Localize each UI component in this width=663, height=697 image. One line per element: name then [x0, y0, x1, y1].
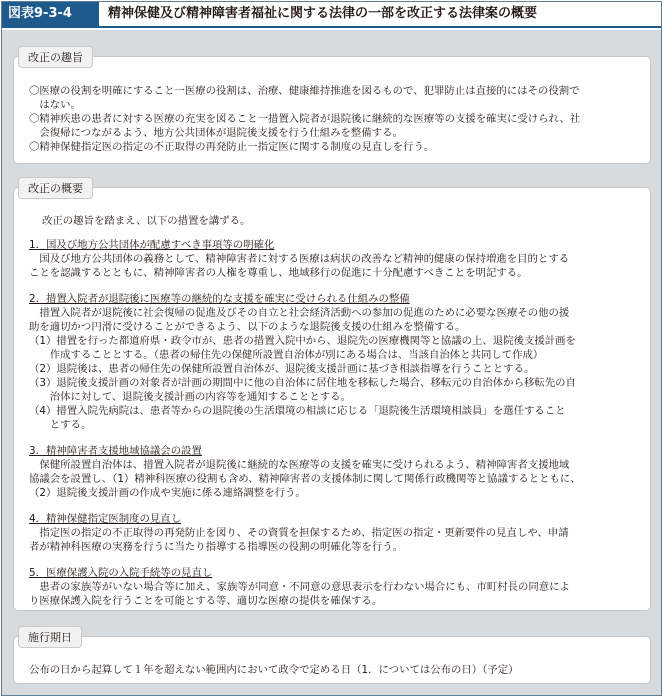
overview-heading: 改正の概要 [18, 177, 93, 199]
item-2-line: 助を適切かつ円滑に受けることができるよう、以下のような退院後支援の仕組みを整備する。 [29, 321, 466, 333]
purpose-line: 会復帰につながるよう、地方公共団体が退院後支援を行う仕組みを整備する。 [29, 127, 403, 139]
item-2-line: （3）退院後支援計画の対象者が計画の期間中に他の自治体に居住地を移転した場合、移転元の自治体から移転先の自 [29, 377, 576, 389]
effective-section [13, 626, 651, 684]
purpose-heading: 改正の趣旨 [18, 46, 93, 68]
item-2-line: （1）措置を行った都道府県・政令市が、患者の措置入院中から、退院先の医療機関等と協議の上、退院後支援計画を [29, 335, 576, 347]
title-bar [2, 2, 661, 28]
figure-title: 精神保健及び精神障害者福祉に関する法律の一部を改正する法律案の概要 [108, 6, 538, 21]
item-5-line: り医療保護入院を行うことを可能とする等、適切な医療の提供を確保する。 [29, 595, 383, 607]
figure-number: 図表9-3-4 [2, 2, 99, 26]
overview-box [13, 187, 651, 611]
effective-date-text: 公布の日から起算して１年を超えない範囲内において政令で定める日（1．については公布の日）（予定） [29, 664, 519, 676]
effective-heading: 施行期日 [18, 626, 82, 648]
item-3-title: 3．精神障害者支援地域協議会の設置 [29, 445, 202, 457]
overview-intro: 改正の趣旨を踏まえ、以下の措置を講ずる。 [42, 215, 251, 227]
figure-frame [1, 1, 662, 696]
item-3-line: 保健所設置自治体は、措置入院者が退院後に継続的な医療等の支援を確実に受けられるよう、精神障害者支援地域 [29, 459, 570, 471]
purpose-box [13, 56, 651, 164]
figure-body [2, 30, 661, 695]
item-2-line: （2）退院後は、患者の帰住先の保健所設置自治体が、退院後支援計画に基づき相談指導を行うこととする。 [29, 363, 535, 375]
item-1-title: 1．国及び地方公共団体が配慮すべき事項等の明確化 [29, 239, 275, 251]
item-4-line: 指定医の指定の不正取得の再発防止を図り、その資質を担保するため、指定医の指定・更新要件の見直しや、申請 [29, 527, 569, 539]
item-2-line: とする。 [29, 419, 92, 431]
item-2-line: 治体に対して、退院後支援計画の内容等を通知することとする。 [29, 391, 351, 403]
item-5-line: 患者の家族等がいない場合等に加え、家族等が同意・不同意の意思表示を行わない場合にも、市町村長の同意によ [29, 581, 570, 593]
item-4-line: 者が精神科医療の実務を行うに当たり指導する指導医の役割の明確化等を行う。 [29, 541, 404, 553]
item-2-line: 措置入院者が退院後に社会復帰の促進及びその自立と社会経済活動への参加の促進のために必要な医療その他の援 [29, 307, 570, 319]
purpose-line: 〇精神疾患の患者に対する医療の充実を図ること一措置入院者が退院後に継続的な医療等の支援を確実に受けられ、社 [29, 113, 581, 125]
purpose-line: 〇医療の役割を明確にすること一医療の役割は、治療、健康維持推進を図るもので、犯罪防止は直接的にはその役割で [29, 85, 580, 97]
purpose-section [13, 46, 651, 164]
item-5-title: 5．医療保護入院の入院手続等の見直し [29, 567, 213, 579]
item-2-line: 作成することとする。（患者の帰住先の保健所設置自治体が別にある場合は、当該自治体と共同して作成） [29, 349, 544, 361]
item-3-line: （2）退院後支援計画の作成や実施に係る連絡調整を行う。 [29, 487, 306, 499]
item-2-line: （4）措置入院先病院は、患者等からの退院後の生活環境の相談に応じる「退院後生活環境相談員」を選任すること [29, 405, 566, 417]
purpose-line: 〇精神保健指定医の指定の不正取得の再発防止一指定医に関する制度の見直しを行う。 [29, 141, 435, 153]
item-1-line: 国及び地方公共団体の義務として、精神障害者に対する医療は病状の改善など精神的健康の保持増進を目的とする [29, 253, 570, 265]
item-2-title: 2．措置入院者が退院後に医療等の継続的な支援を確実に受けられる仕組みの整備 [29, 293, 410, 305]
item-1-line: ことを認識するとともに、精神障害者の人権を尊重し、地域移行の促進に十分配慮すべきことを明記する。 [29, 267, 528, 279]
item-4-title: 4．精神保健指定医制度の見直し [29, 513, 182, 525]
purpose-line: はない。 [29, 99, 81, 111]
overview-section [13, 177, 651, 611]
item-3-line: 協議会を設置し、（1）精神科医療の役割も含め、精神障害者の支援体制に関して関係行政機関等と協議するとともに、 [29, 473, 581, 485]
effective-box [13, 636, 651, 684]
